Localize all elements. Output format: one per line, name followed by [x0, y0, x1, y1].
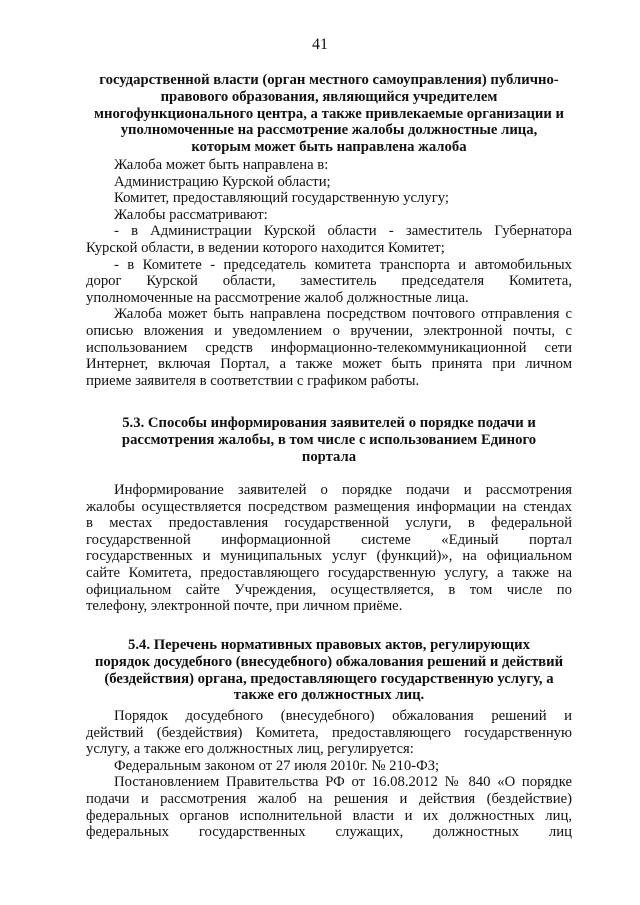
paragraph: [86, 708, 572, 758]
text-line: Жалоба может быть направлена посредством почтового отправления с: [114, 306, 572, 323]
paragraph: [86, 482, 572, 615]
paragraph: [86, 774, 572, 840]
text-line: уполномоченные на рассмотрение жалоб должностные лица.: [86, 289, 469, 306]
section-heading-5-4: [86, 637, 572, 704]
heading-line: 5.4. Перечень нормативных правовых актов, регулирующих: [128, 637, 530, 653]
paragraph: [86, 306, 572, 389]
section-heading-5-3: [86, 415, 572, 465]
text-line: федеральных государственных служащих, должностных лиц: [86, 824, 572, 841]
text-line: телефону, электронной почте, при личном приёме.: [86, 598, 403, 615]
text-line: Постановлением Правительства РФ от 16.08.2012 № 840 «О порядке: [114, 774, 572, 791]
heading-line: портала: [301, 448, 357, 465]
text-line: сайте Комитета, предоставляющего государственную услугу, а также на: [86, 564, 572, 581]
heading-line: 5.3. Способы информирования заявителей о порядке подачи и: [122, 415, 536, 431]
heading-line: порядок досудебного (внесудебного) обжалования решений и действий: [94, 653, 564, 670]
text-line: федеральных органов исполнительной власти и их должностных лиц,: [86, 807, 572, 824]
section-body-5-3: [86, 482, 572, 615]
page-number: 41: [312, 36, 328, 53]
text-line: в местах предоставления государственной услуги, в федеральной: [86, 515, 572, 532]
section-heading-continued: [86, 72, 572, 156]
text-line: Курской области, в ведении которого находится Комитет;: [86, 239, 445, 256]
text-line: действий (бездействия) Комитета, предоставляющего государственную: [86, 724, 572, 741]
text-line: Интернет, включая Портал, а также может быть принята при личном: [86, 356, 572, 373]
paragraph: Администрацию Курской области;: [114, 173, 331, 190]
heading-line: правового образования, являющийся учредителем: [160, 88, 498, 105]
paragraph: [86, 257, 572, 307]
heading-line: многофункционального центра, а также привлекаемые организации и: [94, 105, 564, 122]
text-line: подачи и рассмотрения жалоб на решения и действия (бездействие): [86, 790, 572, 807]
text-line: дорог Курской области, заместитель председателя Комитета,: [86, 273, 572, 290]
text-line: официальном сайте Учреждения, осуществляется, в том числе по: [86, 581, 572, 598]
text-line: государственной информационной системе «Единый портал: [86, 531, 572, 548]
text-line: жалобы осуществляется посредством размещения информации на стендах: [86, 498, 572, 515]
text-line: Информирование заявителей о порядке подачи и рассмотрения: [114, 482, 572, 498]
text-line: - в Комитете - председатель комитета транспорта и автомобильных: [114, 256, 572, 273]
paragraph: Комитет, предоставляющий государственную услугу;: [114, 190, 449, 207]
heading-line: государственной власти (орган местного самоуправления) публично-: [99, 72, 559, 88]
paragraph: [86, 223, 572, 256]
text-line: - в Администрации Курской области - заместитель Губернатора: [114, 223, 572, 240]
text-line: приеме заявителя в соответствии с графиком работы.: [86, 372, 420, 389]
text-line: описью вложения и уведомлением о вручении, электронной почты, с: [86, 322, 572, 339]
text-line: государственных и муниципальных услуг (функций)», на официальном: [86, 548, 572, 565]
text-line: услугу, а также его должностных лиц, регулируется:: [86, 741, 414, 758]
section-body-5-2: [86, 157, 572, 389]
text-line: использованием средств информационно-телекоммуникационной сети: [86, 339, 572, 356]
heading-line: рассмотрения жалобы, в том числе с использованием Единого: [121, 431, 537, 448]
section-body-5-4: [86, 708, 572, 841]
heading-line: также его должностных лиц.: [233, 687, 425, 704]
heading-line: уполномоченные на рассмотрение жалобы должностные лица,: [120, 122, 538, 139]
paragraph: Жалобы рассматривают:: [114, 206, 268, 223]
heading-line: которым может быть направлена жалоба: [191, 139, 467, 156]
heading-line: (бездействия) органа, предоставляющего государственную услугу, а: [104, 670, 554, 687]
text-line: Порядок досудебного (внесудебного) обжалования решений и: [114, 708, 572, 724]
paragraph: Федеральным законом от 27 июля 2010г. № 210-ФЗ;: [114, 757, 440, 774]
paragraph: Жалоба может быть направлена в:: [114, 157, 329, 173]
